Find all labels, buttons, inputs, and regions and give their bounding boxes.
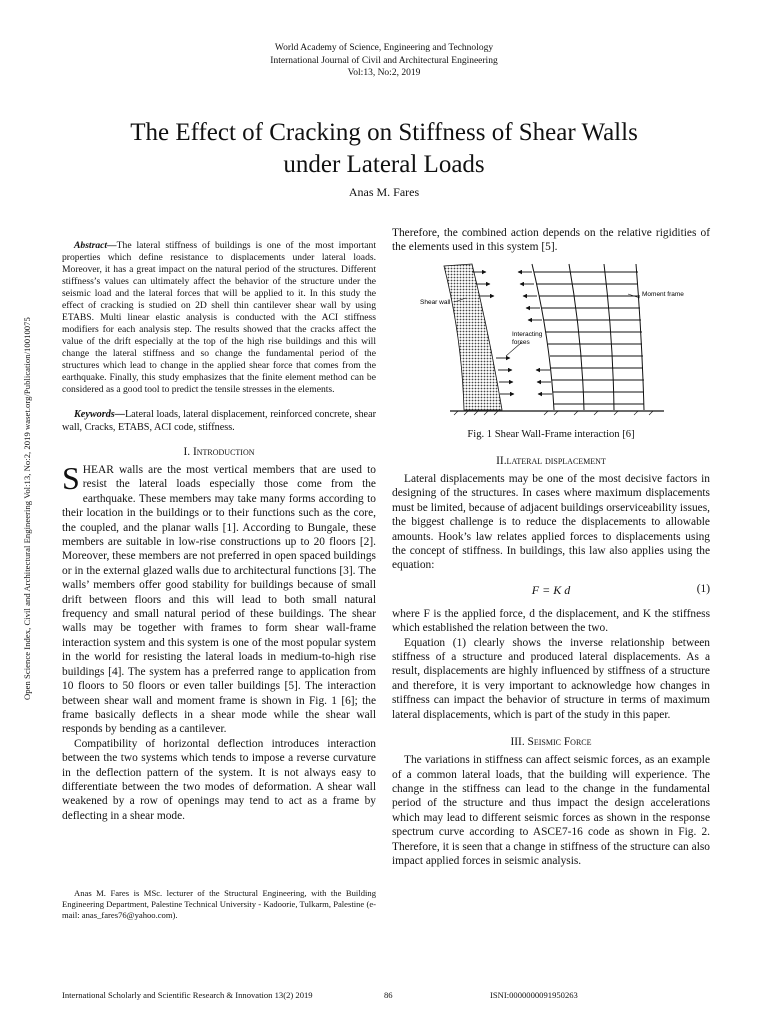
title-line-2: under Lateral Loads bbox=[283, 151, 485, 178]
figure-caption: Fig. 1 Shear Wall-Frame interaction [6] bbox=[467, 429, 635, 440]
keywords bbox=[62, 408, 376, 434]
abstract-text: The lateral stiffness of buildings is one of the most important properties which define resistance to displacements under lateral loads. Moreover, it has a great impact on the natural period of the structures. Different stiffness’s values can ultimately affect the behavior of the structure under the seismic load and the lateral forces that will be applied to it. In this study the effect of cracking is studied on 2D shell thin cantilever shear wall by using ETABS. Multi linear elastic analysis is conducted with the ACI stiffness modifiers for each analysis step. The results showed that the cracks affect the value of the drift especially at the top of the high rise buildings and this will change the lateral stiffness and so change the fundamental period of the structures which lead to change in the applied shear force that comes from the earthquake. Finally, this study emphasizes that the finite element method can be considered as a good tool to predict the tensile stresses in the elements. bbox=[62, 240, 376, 395]
page-number: 86 bbox=[384, 990, 393, 1000]
author-name: Anas M. Fares bbox=[348, 185, 420, 199]
abstract bbox=[62, 240, 376, 396]
interacting-label-2: forces bbox=[512, 339, 530, 346]
figure-1 bbox=[414, 258, 704, 418]
equation-number: (1) bbox=[696, 582, 710, 595]
equation: F = K d bbox=[531, 582, 571, 597]
shear-wall-label: Shear wall bbox=[420, 299, 451, 306]
moment-frame-label: Moment frame bbox=[642, 291, 684, 298]
author-footnote: Anas M. Fares is MSc. lecturer of the Structural Engineering, with the Building Engineering Department, Palestine Technical University - Kadoorie, Tulkarm, Palestine (e-mail: anas_fares76@yahoo.com). bbox=[62, 888, 376, 920]
moment-frame-shape bbox=[532, 264, 644, 410]
intro-p1-text: HEAR walls are the most vertical members that are used to resist the lateral loads especially those come from the earthquake. These members may take many forms according to their location in the buildings or to their functions such as the core, the coupled, and the planar walls [1]. According to Bungale, these members are suitable in low-rise constructions up to 20 floors [2]. Moreover, these members are not preferred in open spaced buildings or in the external glazed walls due to architectural functions [3]. The walls’ members offer good stability for buildings because of small drift between floors and this will lead to both small natural frequency and small natural period of these buildings. The shear walls may be together with frames to form shear wall-frame interaction system and this system is one of the most popular system in the world for resisting the lateral loads in medium-to-high rise buildings [4]. The system has a preferred range to application from 10 floors to 50 floors or even taller buildings [5]. The interaction between shear wall and moment frame is shown in Fig. 1 [6]; the frame basically deflects in a shear mode while the shear wall responds by bending as a cantilever. bbox=[62, 464, 376, 736]
journal-name: World Academy of Science, Engineering and Technology bbox=[274, 43, 494, 53]
journal-header bbox=[0, 42, 768, 80]
side-citation: Open Science Index, Civil and Architectural Engineering Vol:13, No:2, 2019 waset.org/Publication/10010075 bbox=[22, 317, 32, 700]
keywords-label: Keywords— bbox=[74, 409, 125, 420]
title-line-1: The Effect of Cracking on Stiffness of Shear Walls bbox=[130, 119, 638, 146]
footer-publisher: International Scholarly and Scientific Research & Innovation 13(2) 2019 bbox=[62, 990, 313, 1000]
keywords-text: Lateral loads, lateral displacement, reinforced concrete, shear wall, Cracks, ETABS, ACI code, stiffness. bbox=[62, 409, 376, 433]
intro-paragraph-1 bbox=[62, 460, 376, 737]
section-3-paragraph-1: The variations in stiffness can affect seismic forces, as an example of a common lateral loads, that the building will experience. The change in the stiffness can lead to the change in the fundamental period of the structure and thus impact the design accelerations which may lead to different seismic forces as shown in the response spectrum curve according to ASCE7-16 code as shown in Fig. 2. Therefore, it is seen that a change in stiffness of the structure can also impact applied forces in seismic analysis. bbox=[392, 754, 710, 867]
footer-isni: ISNI:0000000091950263 bbox=[490, 990, 578, 1000]
ground-hatch bbox=[454, 411, 653, 415]
dropcap: S bbox=[62, 460, 80, 496]
section-2-paragraph-1: Lateral displacements may be one of the most decisive factors in designing of the structures. In cases where maximum displacements must be limited, because of adjacent buildings orserviceability issues, the biggest challenge is to reduce the displacements to allowable amounts. Hook’s law relates applied forces to displacements using the concept of stiffness. In buildings, this law also applies using the equation: bbox=[392, 473, 710, 572]
section-2-paragraph-3: Equation (1) clearly shows the inverse relationship between stiffness of a structure and produced lateral displacements. As a result, displacements are highly influenced by stiffness of a structure and therefore, it is very important to acknowledge how changes in stiffness can impact the behavior of structure in terms of maximum lateral displacements, which is part of the study in this paper. bbox=[392, 636, 710, 721]
section-1-heading: I. Introduction bbox=[183, 446, 255, 458]
paper-title bbox=[40, 117, 728, 181]
interacting-label-1: Interacting bbox=[512, 331, 543, 338]
shear-wall-shape bbox=[444, 264, 502, 410]
left-column bbox=[62, 240, 376, 823]
shear-wall-frame-diagram bbox=[414, 258, 704, 418]
right-column bbox=[392, 455, 710, 868]
intro-paragraph-2: Compatibility of horizontal deflection introduces interaction between the two systems which tends to impose a reverse curvature in the deflection pattern of the system. It is not always easy to differentiate between the two modes of deformation. A shear wall weakened by a row of openings may tend to act as a frame by deflecting in a shear mode. bbox=[62, 737, 376, 822]
section-3-heading: III. Seismic Force bbox=[510, 736, 592, 749]
abstract-label: Abstract— bbox=[74, 240, 117, 251]
equation-block bbox=[392, 573, 710, 607]
journal-volume: Vol:13, No:2, 2019 bbox=[347, 68, 421, 78]
right-top-text: Therefore, the combined action depends on the relative rigidities of the elements used in this system [5]. bbox=[392, 227, 710, 254]
section-2-heading: II.lateral displacement bbox=[496, 455, 606, 467]
section-2-paragraph-2: where F is the applied force, d the displacement, and K the stiffness which established the relation between the two. bbox=[392, 607, 710, 635]
journal-subtitle: International Journal of Civil and Architectural Engineering bbox=[270, 55, 498, 66]
